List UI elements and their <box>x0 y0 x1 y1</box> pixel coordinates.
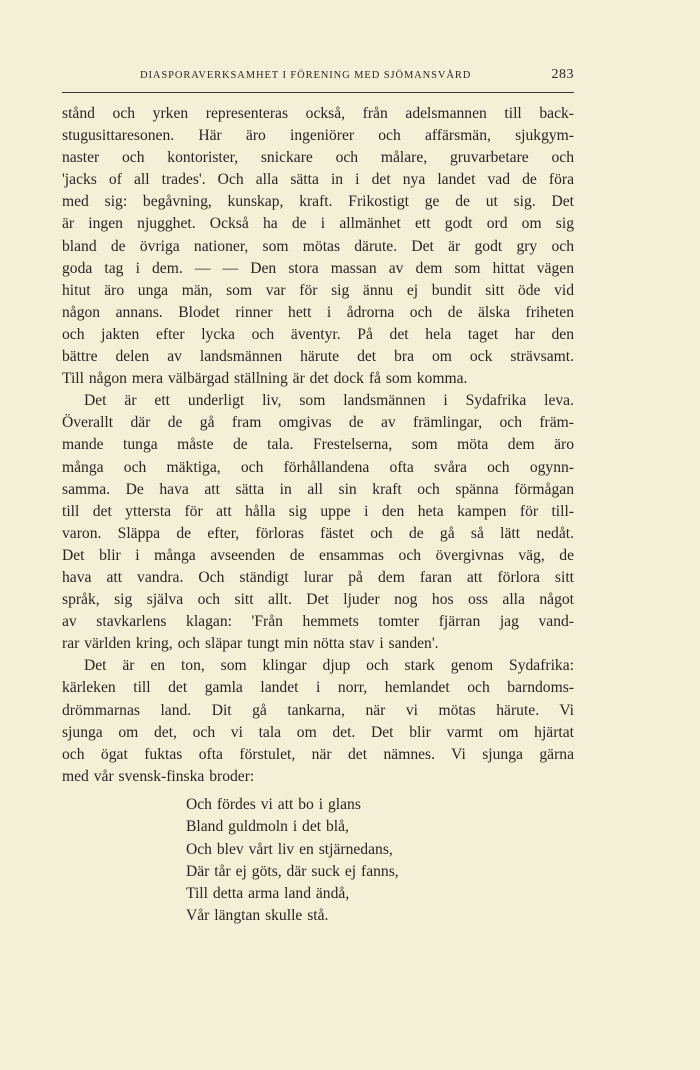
text-line: är ingen njugghet. Också ha de i allmänhet ett godt ord om sig <box>62 215 574 233</box>
verse-line: Till detta arma land ändå, <box>186 885 350 903</box>
text-line: goda tag i dem. — — Den stora massan av dem som hittat vägen <box>62 259 574 277</box>
paragraph <box>62 390 574 655</box>
paragraph <box>62 655 574 788</box>
text-line: varon. Släppa de efter, förloras fästet och de gå så lätt nedåt. <box>62 524 574 542</box>
text-line: hava att vandra. Och ständigt lurar på dem faran att förlora sitt <box>62 568 574 586</box>
text-line: med sig: begåvning, kunskap, kraft. Frikostigt ge de ut sig. Det <box>62 193 574 211</box>
verse-line: Och fördes vi att bo i glans <box>186 796 361 813</box>
text-line: 'jacks of all trades'. Och alla sätta in i det nya landet vad de föra <box>62 171 574 189</box>
text-line: rar världen kring, och släpar tungt min nötta stav i sanden'. <box>62 635 439 653</box>
text-line: Det blir i många avseenden de ensammas och övergivnas väg, de <box>62 546 574 564</box>
page-header <box>62 66 574 93</box>
verse-block <box>186 794 399 928</box>
text-line: med vår svensk-finska broder: <box>62 767 255 785</box>
text-line: bättre delen av landsmännen härute det bra om ock strävsamt. <box>62 348 574 366</box>
text-line: sjunga om det, och vi tala om det. Det blir varmt om hjärtat <box>62 723 574 741</box>
text-line: mande tunga måste de tala. Frestelserna, som möta dem äro <box>62 436 574 454</box>
text-line: Till någon mera välbärgad ställning är det dock få som komma. <box>62 370 468 388</box>
verse-line: Och blev vårt liv en stjärnedans, <box>186 840 393 858</box>
body-text <box>62 103 574 788</box>
text-line: Överallt där de gå fram omgivas de av främlingar, och främ- <box>62 414 574 432</box>
text-line: av stavkarlens klagan: 'Från hemmets tomter fjärran jag vand- <box>62 613 574 631</box>
text-line: och jakten efter lycka och äventyr. På det hela taget har den <box>62 325 574 343</box>
text-line: Det är en ton, som klingar djup och stark genom Sydafrika: <box>84 657 574 675</box>
text-line: stånd och yrken representeras också, från adelsmannen till back- <box>62 105 574 122</box>
text-line: hitut äro unga män, som var för sig ännu ej bundit sitt öde vid <box>62 281 574 299</box>
text-line: samma. De hava att sätta in all sin kraft och spänna förmågan <box>62 480 574 498</box>
text-line: språk, sig själva och sitt allt. Det ljuder nog hos oss alla något <box>62 591 574 609</box>
page-number: 283 <box>551 67 574 82</box>
verse-line: Vår längtan skulle stå. <box>186 907 329 925</box>
text-line: till det yttersta för att hålla sig uppe i den heta kampen för till- <box>62 502 574 520</box>
verse-line: Där tår ej göts, där suck ej fanns, <box>186 862 399 880</box>
text-line: många och mäktiga, och förhållandena ofta svåra och ogynn- <box>62 458 574 476</box>
paragraph <box>62 103 574 390</box>
text-line: Det är ett underligt liv, som landsmännen i Sydafrika leva. <box>84 392 574 410</box>
verse-line: Bland guldmoln i det blå, <box>186 818 349 836</box>
text-line: någon annans. Blodet rinner hett i ådrorna och de älska friheten <box>62 303 574 321</box>
text-line: stugusittaresonen. Här äro ingeniörer och affärsmän, sjukgym- <box>62 127 574 145</box>
text-line: och ögat fuktas ofta förstulet, när det nämnes. Vi sjunga gärna <box>62 745 574 763</box>
text-line: drömmarnas land. Dit gå tankarna, när vi mötas härute. Vi <box>62 701 574 719</box>
text-line: bland de övriga nationer, som mötas därute. Det är godt gry och <box>62 237 574 255</box>
text-line: naster och kontorister, snickare och målare, gruvarbetare och <box>62 149 574 167</box>
running-head: DIASPORAVERKSAMHET I FÖRENING MED SJÖMANSVÅRD <box>140 70 472 81</box>
text-line: kärleken till det gamla landet i norr, hemlandet och barndoms- <box>62 679 574 697</box>
